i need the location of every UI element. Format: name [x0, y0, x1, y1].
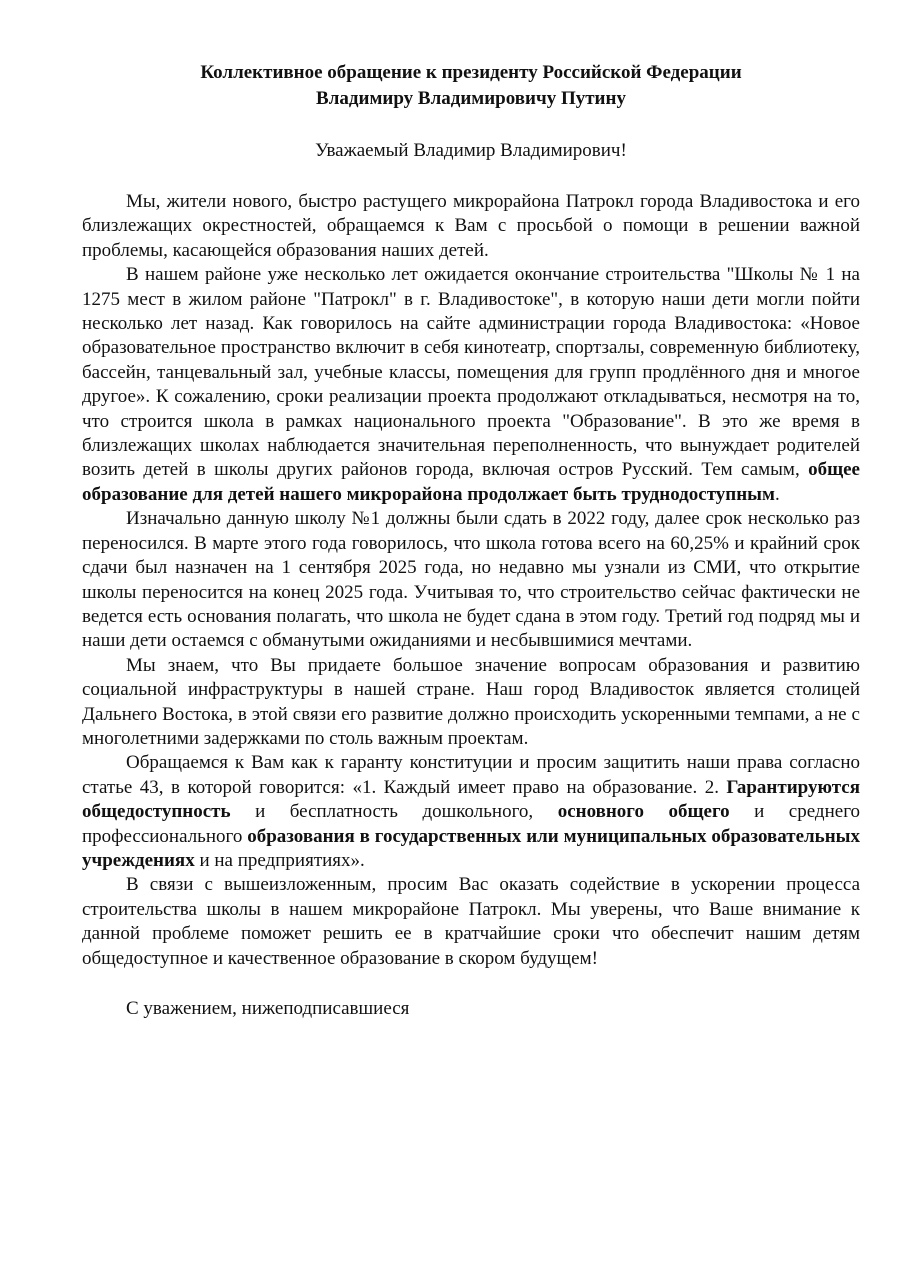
- paragraph-1: Мы, жители нового, быстро растущего микрорайона Патрокл города Владивостока и его близлежащих окрестностей, обращаемся к Вам с просьбой о помощи в решении важной проблемы, касающейся образования наших детей.: [82, 191, 860, 261]
- paragraph-2-text: В нашем районе уже несколько лет ожидается окончание строительства "Школы № 1 на 1275 мест в жилом районе "Патрокл" в г. Владивостоке", в которую наши дети могли пойти несколько лет назад. Как говорилось на сайте администрации города Владивостока: «Новое образовательное пространство включит в себя кинотеатр, спортзалы, современную библиотеку, бассейн, танцевальный зал, учебные классы, помещения для групп продлённого дня и многое другое». К сожалению, сроки реализации проекта продолжают откладываться, несмотря на то, что строится школа в рамках национального проекта "Образование". В это же время в близлежащих школах наблюдается значительная переполненность, что вынуждает родителей возить детей в школы других районов города, включая остров Русский. Тем самым,: [82, 264, 860, 481]
- paragraph-4: Мы знаем, что Вы придаете большое значение вопросам образования и развитию социальной инфраструктуры в нашей стране. Наш город Владивосток является столицей Дальнего Востока, в этой связи его развитие должно происходить ускоренными темпами, а не с многолетними задержками по столь важным проектам.: [82, 654, 860, 749]
- p5-text-2: и бесплатность дошкольного,: [230, 801, 558, 823]
- title-line-1: Коллективное обращение к президенту Российской Федерации: [200, 62, 742, 83]
- paragraph-2-bold: общее образование для детей нашего микрорайона продолжает быть труднодоступным: [82, 459, 860, 505]
- paragraph-6: В связи с вышеизложенным, просим Вас оказать содействие в ускорении процесса строительства школы в нашем микрорайоне Патрокл. Мы уверены, что Ваше внимание к данной проблеме поможет решить ее в кратчайшие сроки что обеспечит нашим детям общедоступное и качественное образование в скором будущем!: [82, 874, 860, 969]
- p5-text-4: и на предприятиях».: [194, 849, 365, 871]
- letter-body: [82, 190, 860, 971]
- salutation: Уважаемый Владимир Владимирович!: [315, 140, 627, 161]
- signature: С уважением, нижеподписавшиеся: [126, 998, 410, 1019]
- p5-bold-2: основного общего: [557, 801, 730, 823]
- paragraph-5: [82, 751, 860, 873]
- paragraph-3: Изначально данную школу №1 должны были сдать в 2022 году, далее срок несколько раз переносился. В марте этого года говорилось, что школа готова всего на 60,25% и крайний срок сдачи был назначен на 1 сентября 2025 года, но недавно мы узнали из СМИ, что открытие школы переносится на конец 2025 года. Учитывая то, что строительство сейчас фактически не ведется есть основания полагать, что школа не будет сдана в этом году. Третий год подряд мы и наши дети остаемся с обманутыми ожиданиями и несбывшимися мечтами.: [82, 508, 860, 652]
- paragraph-2: [82, 263, 860, 507]
- p5-text-3: и среднего профессионального: [82, 801, 861, 847]
- paragraph-2-end: .: [774, 483, 780, 505]
- p5-bold-1: Гарантируются общедоступность: [82, 776, 860, 823]
- p5-bold-3: образования в государственных или муниципальных образовательных учреждениях: [82, 825, 860, 871]
- document-title: [82, 60, 860, 112]
- title-line-2: Владимиру Владимировичу Путину: [316, 88, 626, 109]
- p5-text-1: Обращаемся к Вам как к гаранту конституции и просим защитить наши права согласно статье 43, в которой говорится: «1. Каждый имеет право на образование. 2.: [82, 752, 860, 798]
